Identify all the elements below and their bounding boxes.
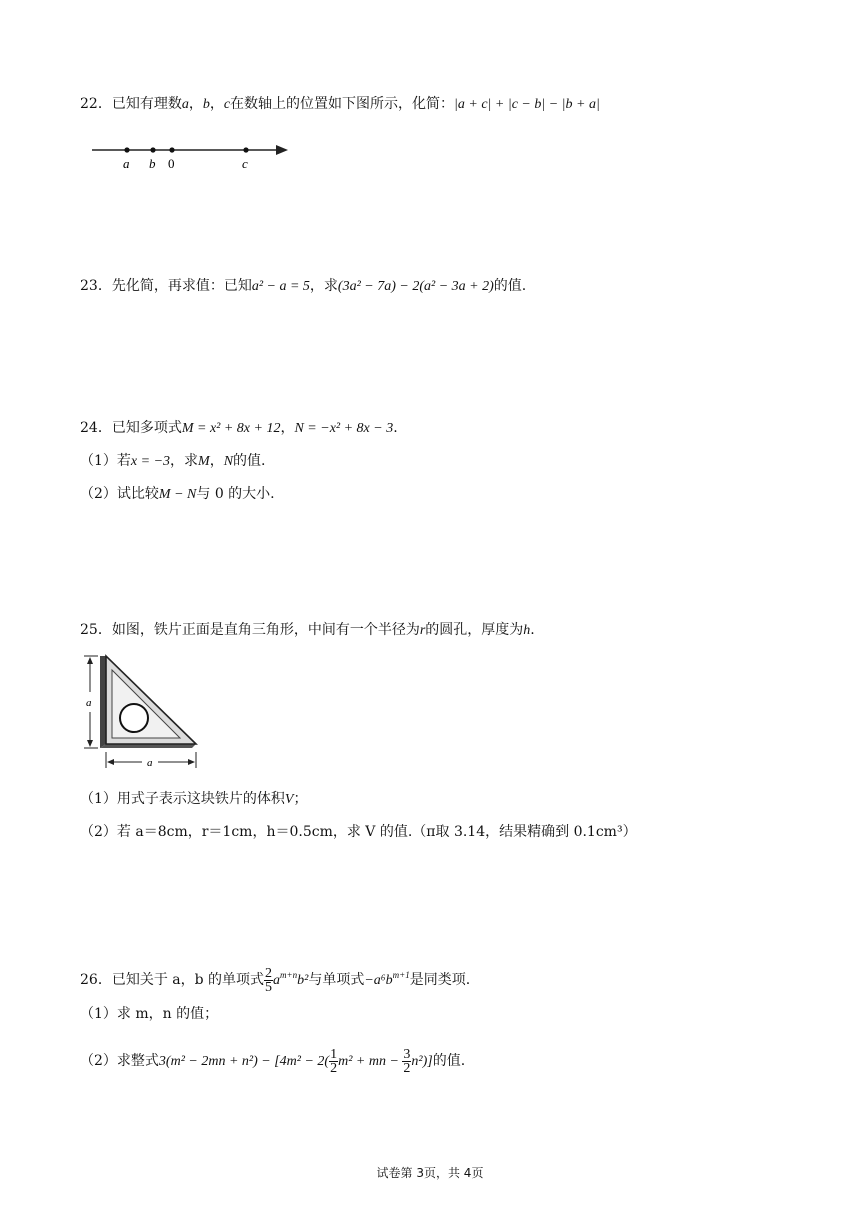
question-text: 与单项式 xyxy=(308,972,365,988)
separator: . xyxy=(530,622,535,638)
triangle-plate-figure xyxy=(76,652,202,774)
figure-label-height: a xyxy=(86,697,92,709)
math-expression: M = x² + 8x + 12 xyxy=(181,421,281,436)
variable: b xyxy=(202,97,210,112)
separator: . xyxy=(393,420,398,436)
separator: ； xyxy=(293,791,308,807)
part-text: （2）若 a＝8cm，r＝1cm，h＝0.5cm，求 V 的值.（π取 3.14，结果精确到 0.1cm³） xyxy=(80,824,637,840)
question-text: 的圆孔，厚度为 xyxy=(425,622,524,638)
math-expression: |a + c| + |c − b| − |b + a| xyxy=(454,97,600,112)
q25-part2 xyxy=(80,822,637,842)
q25-part1 xyxy=(80,789,307,810)
exponent: m+n xyxy=(280,970,298,980)
fraction-numerator: 1 xyxy=(330,1046,338,1062)
variable: a xyxy=(181,97,189,112)
variable: a xyxy=(273,973,281,988)
part-text: （1）用式子表示这块铁片的体积 xyxy=(80,791,285,807)
part-text: ，求 xyxy=(170,453,199,469)
q24-part1 xyxy=(80,451,266,472)
part-text: 的值. xyxy=(233,453,266,469)
separator: ， xyxy=(188,96,203,112)
q23-line xyxy=(80,276,526,297)
variable: M xyxy=(198,454,210,469)
fraction-denominator: 2 xyxy=(403,1060,411,1076)
fraction-numerator: 3 xyxy=(403,1046,411,1062)
variable: h xyxy=(523,623,531,638)
q26-line xyxy=(80,960,470,996)
math-expression: 3(m² − 2mn + n²) − [4m² − 2( xyxy=(158,1054,330,1069)
math-expression: m² + mn − xyxy=(338,1054,403,1069)
math-expression: M − N xyxy=(158,487,197,502)
figure-label-base: a xyxy=(147,757,153,769)
number-line-label-zero: 0 xyxy=(168,156,175,171)
question-text: 已知关于 a，b 的单项式 xyxy=(111,972,265,988)
fraction xyxy=(264,967,273,994)
q26-part1 xyxy=(80,1004,218,1024)
part-text: 与 0 的大小. xyxy=(196,486,275,502)
fraction xyxy=(329,1048,338,1075)
variable: N xyxy=(223,454,234,469)
question-text: 先化简，再求值：已知 xyxy=(111,278,252,294)
part-text: （1）若 xyxy=(80,453,131,469)
q25-line xyxy=(80,620,535,641)
variable: V xyxy=(284,792,294,807)
page-footer: 试卷第 3页，共 4页 xyxy=(376,1166,484,1180)
question-text: 的值. xyxy=(493,278,527,294)
math-expression: (3a² − 7a) − 2(a² − 3a + 2) xyxy=(337,279,494,294)
q24-line xyxy=(80,418,398,439)
part-text: 的值. xyxy=(432,1053,466,1069)
number-line-label-a: a xyxy=(123,156,130,171)
part-text: （2）求整式 xyxy=(80,1053,159,1069)
question-number: 23． xyxy=(80,278,112,294)
q24-part2 xyxy=(80,484,275,505)
exponent: m+1 xyxy=(392,970,410,980)
fraction-numerator: 2 xyxy=(265,965,273,981)
question-number: 25． xyxy=(80,622,112,638)
fraction-denominator: 5 xyxy=(265,979,273,995)
math-expression: N = −x² + 8x − 3 xyxy=(294,421,394,436)
question-text: 在数轴上的位置如下图所示，化简： xyxy=(230,96,455,112)
math-expression: n²)] xyxy=(411,1054,433,1069)
variable: r xyxy=(419,623,426,638)
question-number: 26． xyxy=(80,972,112,988)
question-text: 是同类项. xyxy=(409,972,471,988)
math-expression: b² xyxy=(297,973,309,988)
math-expression: −a⁶b xyxy=(364,973,393,988)
fraction-denominator: 2 xyxy=(330,1060,338,1076)
variable: c xyxy=(223,97,231,112)
question-text: 已知有理数 xyxy=(111,96,182,112)
q22-line xyxy=(80,94,600,115)
part-text: （2）试比较 xyxy=(80,486,159,502)
separator: ， xyxy=(209,96,224,112)
q26-part2 xyxy=(80,1046,465,1077)
separator: ， xyxy=(209,453,224,469)
question-text: 已知多项式 xyxy=(111,420,182,436)
number-line-label-b: b xyxy=(149,156,156,171)
question-text: 如图，铁片正面是直角三角形，中间有一个半径为 xyxy=(111,622,420,638)
part-text: （1）求 m，n 的值； xyxy=(80,1006,219,1022)
math-expression: a² − a = 5 xyxy=(251,279,310,294)
question-number: 22． xyxy=(80,96,112,112)
question-number: 24． xyxy=(80,420,112,436)
math-expression: x = −3 xyxy=(130,454,171,469)
question-text: ，求 xyxy=(309,278,338,294)
number-line-label-c: c xyxy=(242,156,248,171)
number-line-figure xyxy=(88,140,298,176)
separator: ， xyxy=(280,420,295,436)
